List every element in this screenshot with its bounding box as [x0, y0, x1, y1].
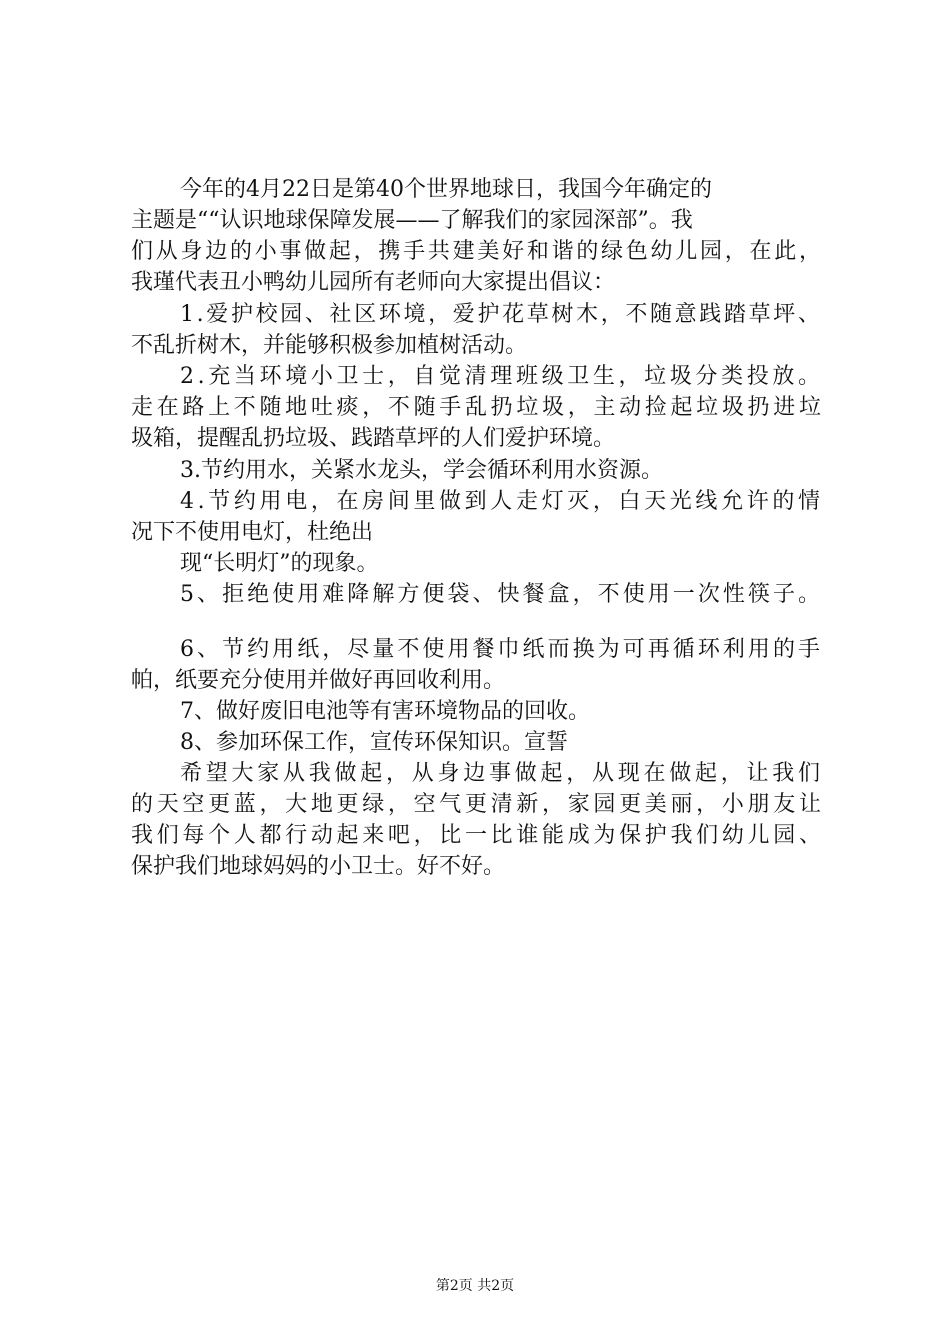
list-item-line: 走在路上不随地吐痰，不随手乱扔垃圾，主动捡起垃圾扔进垃 [131, 395, 825, 420]
list-item-line: 6、节约用纸，尽量不使用餐巾纸而换为可再循环利用的手 [180, 637, 824, 662]
paragraph-line: 主题是““认识地球保障发展——了解我们的家园深部”。我 [131, 208, 693, 233]
list-item-line: 3.节约用水，关紧水龙头，学会循环利用水资源。 [180, 458, 663, 483]
list-item-line: 现“长明灯”的现象。 [180, 551, 379, 576]
list-item-line: 帕，纸要充分使用并做好再回收利用。 [131, 668, 506, 693]
list-item-line: 圾箱，提醒乱扔垃圾、践踏草坪的人们爱护环境。 [131, 426, 616, 451]
page-number-footer: 第2页 共2页 [435, 1278, 515, 1294]
list-item-line: 5、拒绝使用难降解方便袋、快餐盒，不使用一次性筷子。 [180, 582, 824, 607]
paragraph-line: 我瑾代表丑小鸭幼儿园所有老师向大家提出倡议： [131, 270, 616, 295]
list-item-line: 8、参加环保工作，宣传环保知识。宣誓 [180, 730, 568, 755]
list-item-line: 况下不使用电灯，杜绝出 [131, 520, 374, 545]
paragraph-line: 希望大家从我做起，从身边事做起，从现在做起，让我们 [180, 761, 824, 786]
list-item-line: 1.爱护校园、社区环境，爱护花草树木，不随意践踏草坪、 [180, 302, 823, 327]
list-item-line: 4.节约用电，在房间里做到人走灯灭，白天光线允许的情 [180, 489, 824, 514]
list-item-line: 不乱折树木，并能够积极参加植树活动。 [131, 333, 528, 358]
paragraph-line: 今年的4月22日是第40个世界地球日，我国今年确定的 [180, 177, 712, 202]
paragraph-line: 我们每个人都行动起来吧，比一比谁能成为保护我们幼儿园、 [131, 823, 825, 848]
paragraph-line: 们从身边的小事做起，携手共建美好和谐的绿色幼儿园，在此， [131, 239, 824, 264]
paragraph-line: 保护我们地球妈妈的小卫士。好不好。 [131, 854, 506, 879]
paragraph-line: 的天空更蓝，大地更绿，空气更清新，家园更美丽，小朋友让 [131, 792, 825, 817]
list-item-line: 2.充当环境小卫士，自觉清理班级卫生，垃圾分类投放。 [180, 364, 824, 389]
list-item-line: 7、做好废旧电池等有害环境物品的回收。 [180, 699, 590, 724]
